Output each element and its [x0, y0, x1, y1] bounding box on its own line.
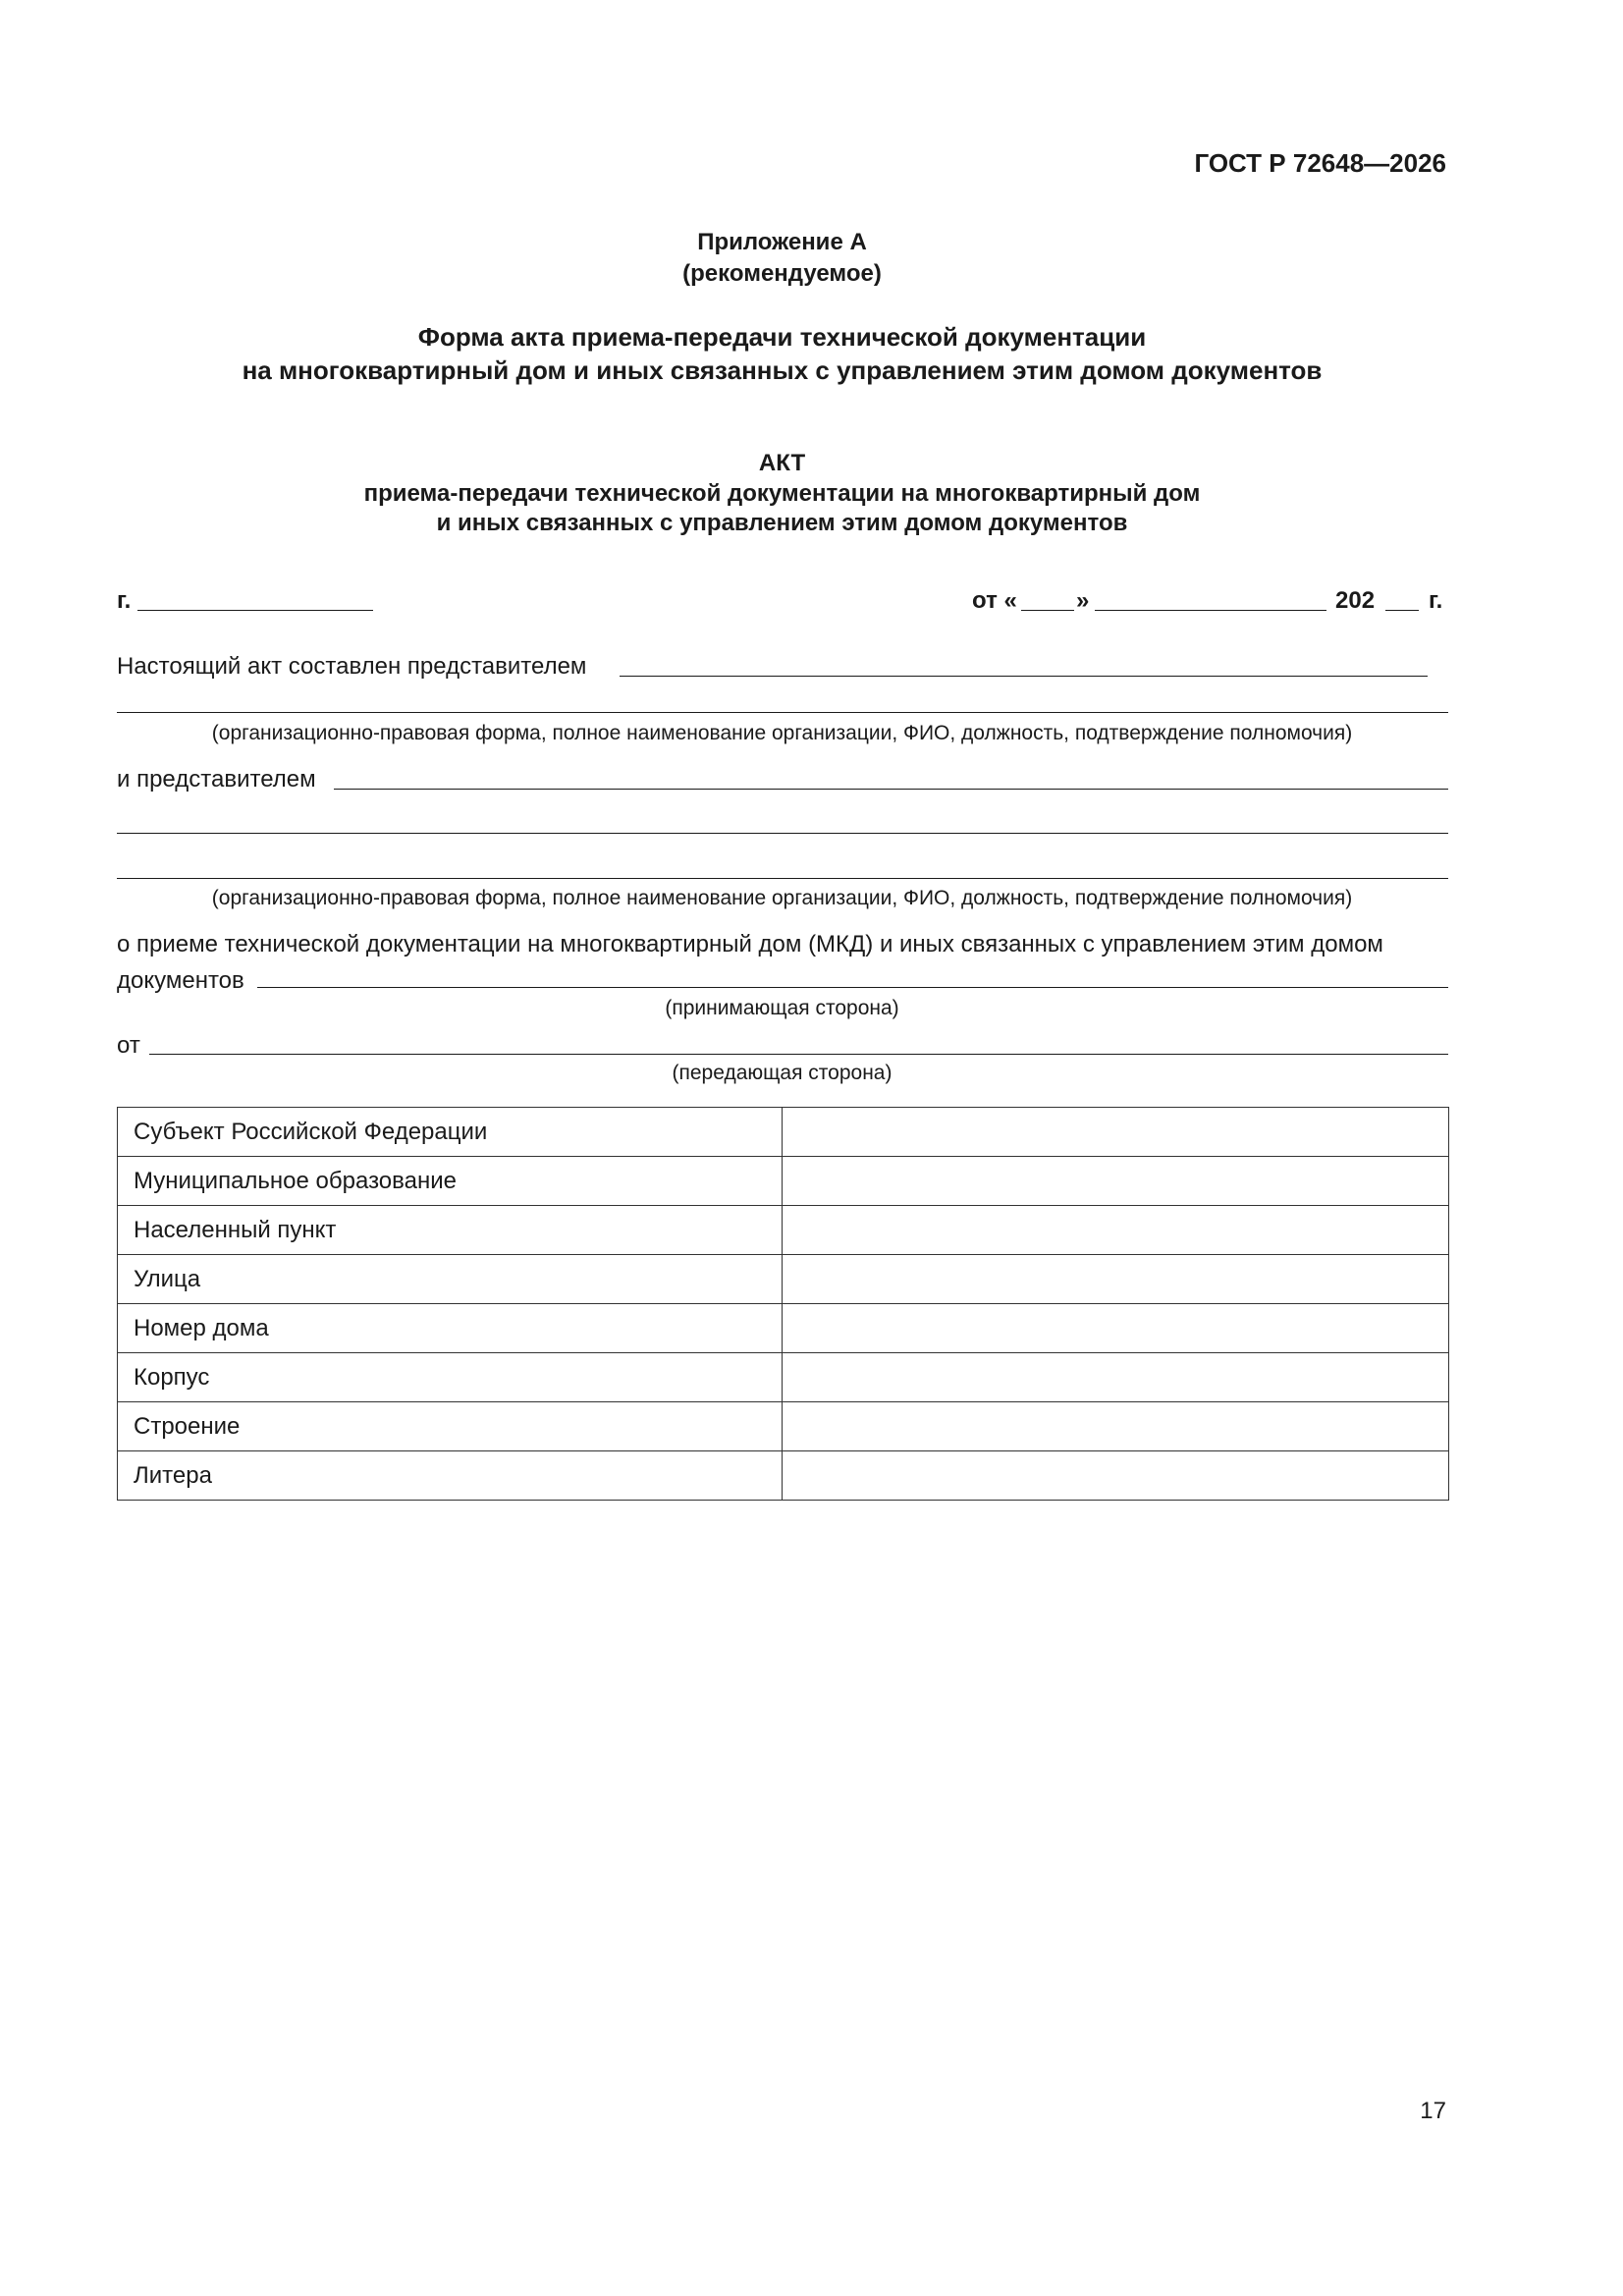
row-value[interactable]	[783, 1157, 1449, 1206]
row-label: Литера	[118, 1451, 783, 1501]
page-number: 17	[1420, 2098, 1446, 2124]
act-subtitle-line2: и иных связанных с управлением этим домом документов	[436, 510, 1128, 536]
transferring-party-caption: (передающая сторона)	[672, 1062, 893, 1084]
day-field-line[interactable]	[1021, 610, 1074, 611]
address-table	[117, 1107, 1449, 1501]
representative2-field-line2[interactable]	[117, 833, 1448, 834]
year-suffix: г.	[1429, 587, 1443, 614]
table-row	[118, 1304, 1449, 1353]
table-row	[118, 1353, 1449, 1402]
composed-by-label: Настоящий акт составлен представителем	[117, 653, 587, 680]
representative2-caption: (организационно-правовая форма, полное наименование организации, ФИО, должность, подтверждение полномочия)	[211, 887, 1353, 909]
year-prefix: 202	[1335, 587, 1376, 614]
appendix-subtitle: (рекомендуемое)	[682, 260, 882, 287]
act-title: АКТ	[758, 450, 806, 476]
form-title-line2: на многоквартирный дом и иных связанных с управлением этим домом документов	[242, 355, 1323, 385]
date-mid: »	[1076, 587, 1090, 614]
about-text-line1: о приеме технической документации на многоквартирный дом (МКД) и иных связанных с управлением этим домом	[117, 931, 1383, 957]
row-value[interactable]	[783, 1206, 1449, 1255]
row-label: Муниципальное образование	[118, 1157, 783, 1206]
representative1-field-line[interactable]	[620, 676, 1428, 677]
table-row	[118, 1255, 1449, 1304]
form-title-line1: Форма акта приема-передачи технической документации	[417, 322, 1147, 352]
city-field-line[interactable]	[137, 610, 373, 611]
transferring-party-field-line[interactable]	[149, 1054, 1448, 1055]
representative2-field-line[interactable]	[334, 789, 1448, 790]
row-value[interactable]	[783, 1304, 1449, 1353]
table-row	[118, 1402, 1449, 1451]
receiving-party-field-line[interactable]	[257, 987, 1448, 988]
act-subtitle-line1: приема-передачи технической документации на многоквартирный дом	[363, 480, 1201, 507]
about-text-line2: документов	[117, 967, 244, 994]
row-label: Номер дома	[118, 1304, 783, 1353]
representative2-field-line3[interactable]	[117, 878, 1448, 879]
row-label: Строение	[118, 1402, 783, 1451]
and-representative-label: и представителем	[117, 766, 316, 793]
row-label: Корпус	[118, 1353, 783, 1402]
table-row	[118, 1108, 1449, 1157]
city-prefix: г.	[117, 587, 132, 614]
row-label: Улица	[118, 1255, 783, 1304]
date-prefix: от «	[972, 587, 1017, 614]
row-value[interactable]	[783, 1353, 1449, 1402]
representative1-field-line2[interactable]	[117, 712, 1448, 713]
row-value[interactable]	[783, 1108, 1449, 1157]
month-field-line[interactable]	[1095, 610, 1326, 611]
row-value[interactable]	[783, 1402, 1449, 1451]
row-value[interactable]	[783, 1451, 1449, 1501]
representative1-caption: (организационно-правовая форма, полное наименование организации, ФИО, должность, подтверждение полномочия)	[211, 722, 1353, 744]
table-row	[118, 1157, 1449, 1206]
from-label: от	[117, 1032, 140, 1059]
row-label: Субъект Российской Федерации	[118, 1108, 783, 1157]
document-code: ГОСТ Р 72648—2026	[1194, 148, 1446, 178]
table-row	[118, 1206, 1449, 1255]
row-label: Населенный пункт	[118, 1206, 783, 1255]
year-field-line[interactable]	[1385, 610, 1419, 611]
appendix-title: Приложение А	[697, 229, 867, 255]
receiving-party-caption: (принимающая сторона)	[665, 997, 899, 1019]
row-value[interactable]	[783, 1255, 1449, 1304]
table-row	[118, 1451, 1449, 1501]
